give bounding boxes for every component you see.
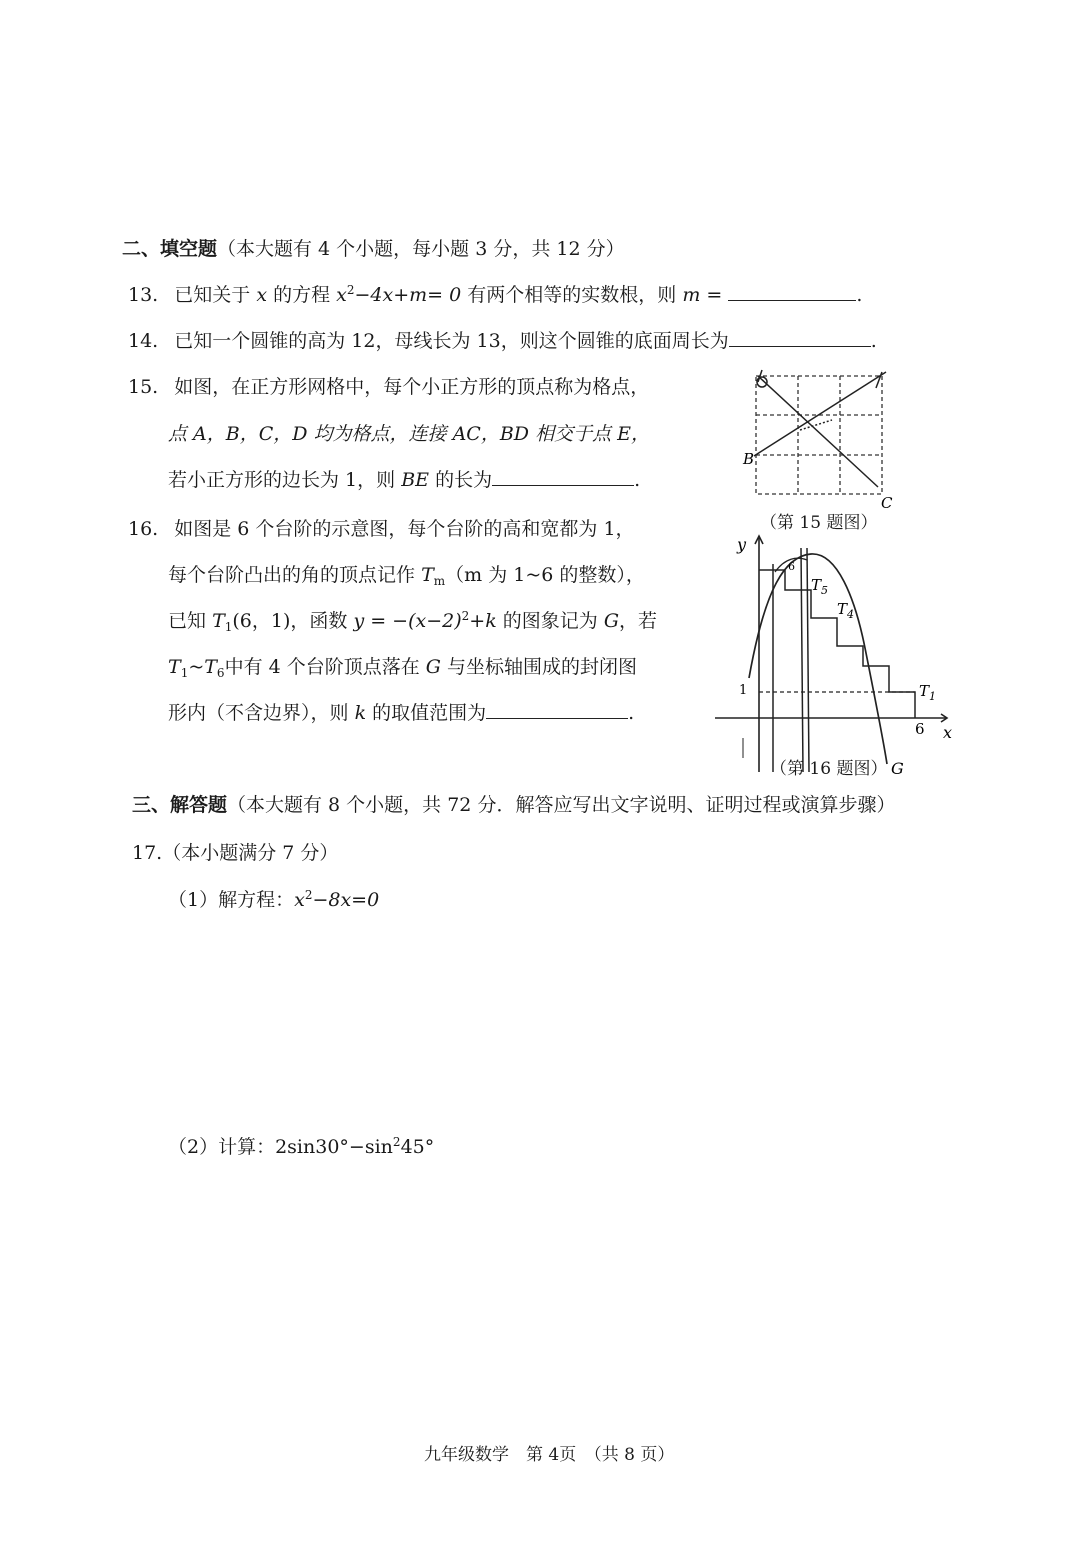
- q16-line-3sub: 1: [224, 620, 233, 634]
- q16-line-2a: 每个台阶凸出的角的顶点记作: [168, 564, 416, 586]
- q16-line-5c: 的取值范围为: [372, 702, 487, 724]
- q15-number: 15.: [128, 376, 159, 398]
- q15-line-3b: BE: [401, 469, 430, 491]
- question-16-line-5: [168, 700, 634, 726]
- q15-grid-figure: [740, 360, 910, 510]
- section-2-title: 二、填空题: [122, 238, 218, 260]
- q16-label-t1: $T_1$: [919, 682, 937, 703]
- question-13: [128, 282, 862, 308]
- q16-line-2b: T: [421, 564, 434, 586]
- q14-end: .: [870, 330, 877, 352]
- q13-eq-sup: 2: [346, 283, 355, 297]
- q16-line-2c: （m 为 1~6 的整数），: [445, 564, 645, 586]
- q15-grid-border: [756, 376, 882, 494]
- q16-line-4s1: 1: [180, 666, 189, 680]
- q17-part-2-expr: 2sin30°−sin: [275, 1136, 393, 1158]
- q13-eq-rest: −4x+m= 0: [354, 284, 462, 306]
- q13-text-2: 的方程: [273, 284, 331, 306]
- q17-part-2-sup: 2: [392, 1135, 401, 1149]
- question-16-line-1: [128, 516, 635, 542]
- q16-caption: （第 16 题图）: [770, 759, 888, 779]
- q16-line-3a: 已知: [168, 610, 207, 632]
- q16-line-5b: k: [354, 702, 367, 724]
- q16-end: .: [628, 702, 635, 724]
- q17-part-2-label: （2）计算：: [168, 1136, 276, 1158]
- q14-number: 14.: [128, 330, 159, 352]
- q14-answer-blank[interactable]: [729, 328, 871, 347]
- question-16-line-3: [168, 608, 657, 634]
- q13-var-x: x: [256, 284, 268, 306]
- page-footer: 九年级数学 第 4页 （共 8 页）: [424, 1445, 675, 1465]
- q16-line-4a: T: [168, 656, 181, 678]
- q13-number: 13.: [128, 284, 159, 306]
- q16-label-t4: $T_4$: [837, 600, 855, 621]
- q16-label-hand-6: 6: [788, 560, 795, 573]
- question-15-line-1: [128, 374, 649, 400]
- q15-line-2: 点 A，B，C，D 均为格点，连接 AC，BD 相交于点 E，: [168, 423, 650, 445]
- q16-line-4s6: 6: [216, 666, 225, 680]
- q15-caption: （第 15 题图）: [760, 513, 878, 533]
- q13-text-3: 有两个相等的实数根，则: [467, 284, 677, 306]
- q15-line-3c: 的长为: [435, 469, 493, 491]
- q16-hand-line-2: [807, 548, 809, 772]
- q16-line-3h: ，若: [619, 610, 658, 632]
- q16-line-3b: T: [212, 610, 225, 632]
- q15-label-c: C: [881, 494, 893, 512]
- q17-part-1-x: x: [294, 889, 305, 911]
- q16-line-3sup: 2: [461, 609, 470, 623]
- q17-part-1-rest: −8x=0: [312, 889, 380, 911]
- section-3-title: 三、解答题: [132, 794, 228, 816]
- q13-var-m: m: [682, 284, 701, 306]
- section-3-note: （本大题有 8 个小题，共 72 分．解答应写出文字说明、证明过程或演算步骤）: [227, 794, 896, 816]
- q16-line-3d: y = −(x−2): [353, 610, 462, 632]
- section-2-heading: [122, 236, 625, 262]
- q16-label-six: 6: [915, 720, 925, 738]
- q17-part-1-sup: 2: [304, 888, 313, 902]
- q16-answer-blank[interactable]: [486, 700, 628, 719]
- q17-part-1: [168, 887, 379, 913]
- q16-line-3g: G: [603, 610, 620, 632]
- q15-line-bd: [754, 372, 886, 456]
- q16-line-2sub: m: [433, 574, 446, 588]
- q16-line-4e: 与坐标轴围成的封闭图: [447, 656, 638, 678]
- q13-eq-x: x: [336, 284, 347, 306]
- q13-answer-blank[interactable]: [728, 282, 856, 301]
- q15-line-1: 如图，在正方形网格中，每个小正方形的顶点称为格点，: [174, 376, 650, 398]
- q16-line-4b: ~T: [188, 656, 217, 678]
- question-16-line-4: [168, 654, 637, 680]
- q15-label-b: B: [743, 450, 755, 468]
- q13-end: .: [856, 284, 863, 306]
- q16-label-y: y: [737, 535, 747, 554]
- q17-heading: 17.（本小题满分 7 分）: [132, 842, 339, 864]
- q16-label-x: x: [943, 723, 953, 742]
- q17-part-2: [168, 1134, 434, 1160]
- question-16-line-2: [168, 562, 645, 588]
- q16-graph-figure: [715, 528, 965, 778]
- q16-label-t5: $T_5$: [811, 576, 829, 597]
- q16-label-one: 1: [739, 683, 748, 698]
- q13-text-4: =: [706, 284, 723, 306]
- q15-end: .: [634, 469, 641, 491]
- question-15-line-3: [168, 467, 640, 493]
- q16-line-3e: +k: [469, 610, 497, 632]
- q14-text: 已知一个圆锥的高为 12，母线长为 13，则这个圆锥的底面周长为: [174, 330, 729, 352]
- q16-staircase: [759, 570, 915, 718]
- q15-answer-blank[interactable]: [492, 467, 634, 486]
- section-2-note: （本大题有 4 个小题，每小题 3 分，共 12 分）: [217, 238, 625, 260]
- q16-line-5a: 形内（不含边界），则: [168, 702, 349, 724]
- q16-line-4c: 中有 4 个台阶顶点落在: [224, 656, 420, 678]
- q17-part-2-tail: 45°: [400, 1136, 435, 1158]
- q16-line-3c: (6，1)，函数: [232, 610, 348, 632]
- q13-text-1: 已知关于: [174, 284, 251, 306]
- section-3-heading: [132, 792, 895, 818]
- q16-line-1: 如图是 6 个台阶的示意图，每个台阶的高和宽都为 1，: [174, 518, 635, 540]
- q15-line-3a: 若小正方形的边长为 1，则: [168, 469, 396, 491]
- q16-line-3f: 的图象记为: [502, 610, 598, 632]
- q17-part-1-label: （1）解方程：: [168, 889, 295, 911]
- q16-line-4d: G: [425, 656, 441, 678]
- q16-hand-line-1: [801, 548, 803, 772]
- question-14: [128, 328, 877, 354]
- q16-number: 16.: [128, 518, 159, 540]
- q15-line-ac: [758, 376, 878, 487]
- q16-label-g: G: [891, 759, 904, 778]
